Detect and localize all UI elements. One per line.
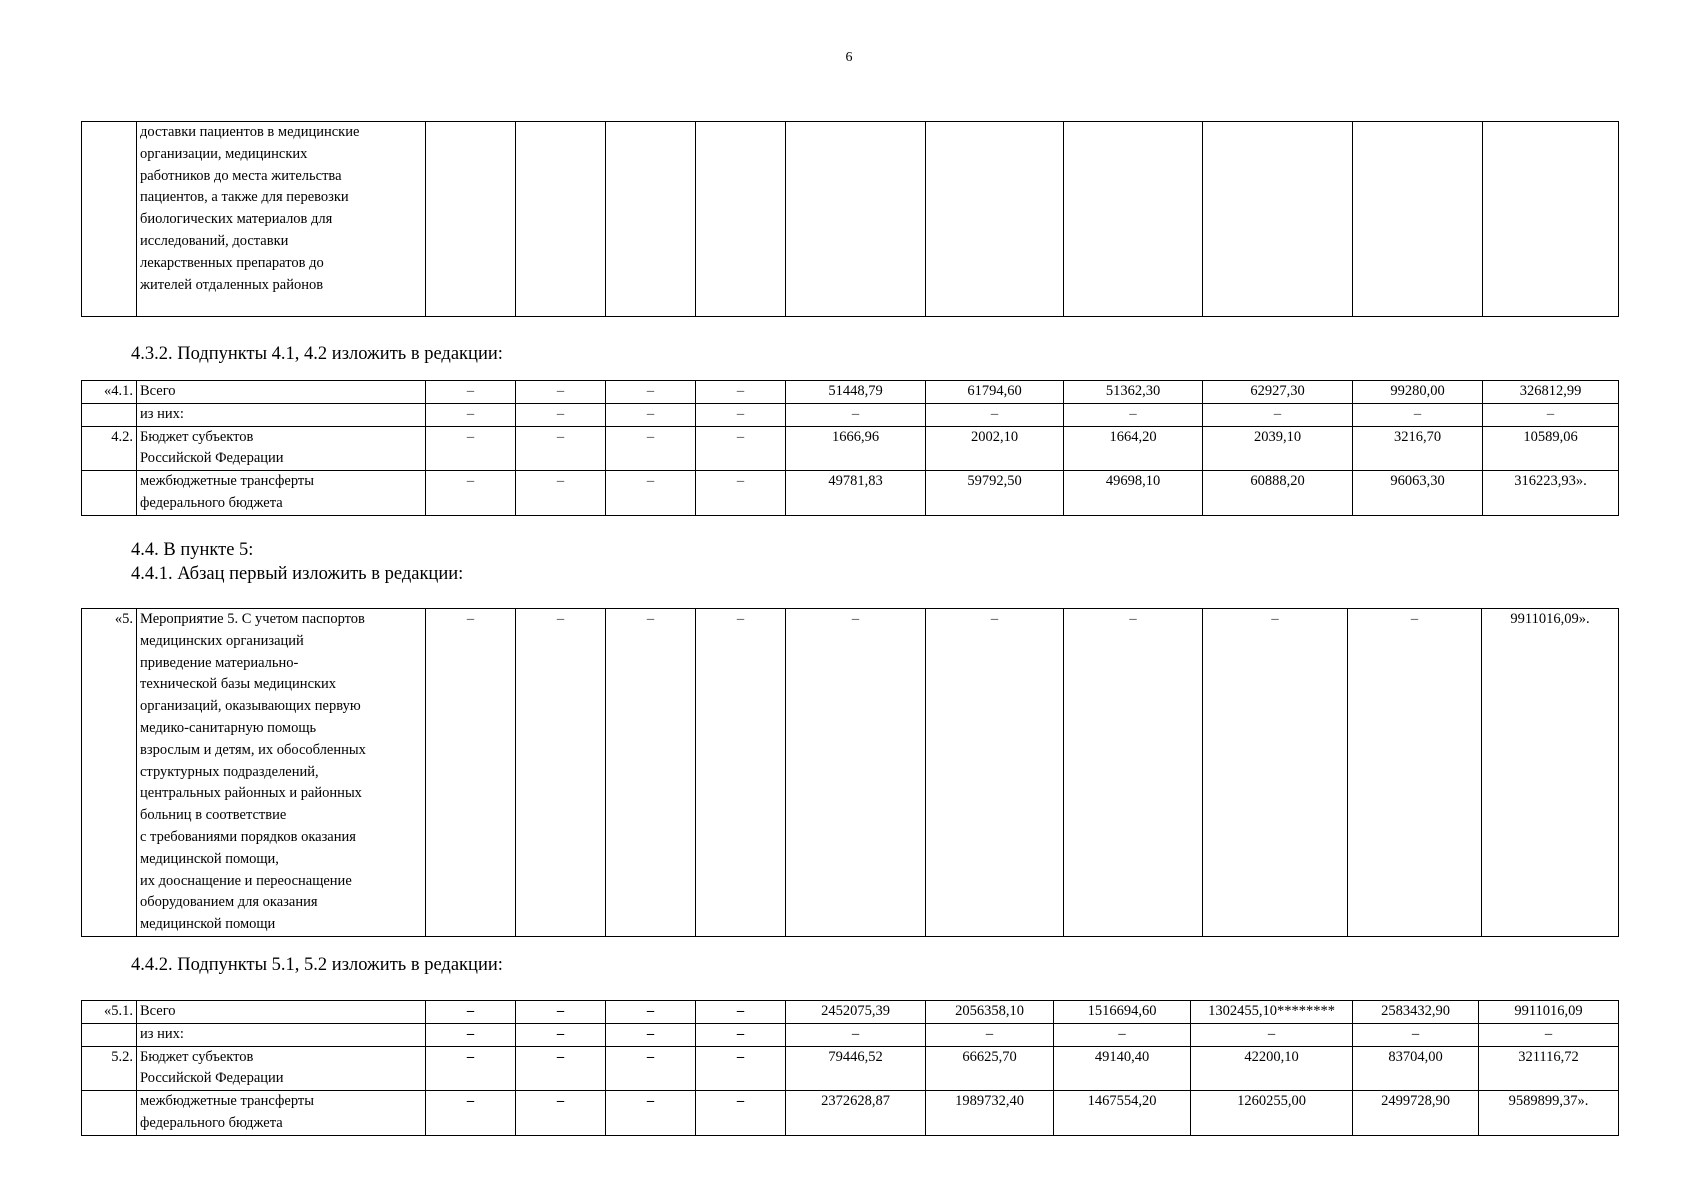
value-cell: 2583432,90 xyxy=(1353,1001,1479,1024)
activity-5-table xyxy=(81,608,1619,937)
value-cell: – xyxy=(606,1091,696,1136)
value-cell: 9589899,37». xyxy=(1479,1091,1619,1136)
row-label: Бюджет субъектов Российской Федерации xyxy=(137,1046,426,1091)
value-cell: – xyxy=(516,1046,606,1091)
value-cell: 1467554,20 xyxy=(1054,1091,1191,1136)
value-cell: – xyxy=(606,381,696,404)
value-cell: – xyxy=(696,1046,786,1091)
value-cell: – xyxy=(696,1001,786,1024)
value-cell: – xyxy=(516,609,606,937)
row-number: «4.1. xyxy=(82,381,137,404)
table-row xyxy=(82,1001,1619,1024)
value-cell: – xyxy=(426,426,516,471)
value-cell: – xyxy=(516,471,606,516)
value-cell: 2056358,10 xyxy=(926,1001,1054,1024)
page-number: 6 xyxy=(845,50,853,65)
value-cell: – xyxy=(516,381,606,404)
continuation-table xyxy=(81,121,1619,317)
value-cell: – xyxy=(606,403,696,426)
table-row xyxy=(82,1023,1619,1046)
value-cell: 59792,50 xyxy=(926,471,1064,516)
table-row xyxy=(82,1046,1619,1091)
value-cell: 49140,40 xyxy=(1054,1046,1191,1091)
value-cell: 49781,83 xyxy=(786,471,926,516)
value-cell: 321116,72 xyxy=(1479,1046,1619,1091)
row-number: 4.2. xyxy=(82,426,137,471)
row-label: из них: xyxy=(137,1023,426,1046)
value-cell: – xyxy=(426,1091,516,1136)
value-cell: 9911016,09». xyxy=(1482,609,1619,937)
value-cell: 1664,20 xyxy=(1064,426,1203,471)
value-cell: 9911016,09 xyxy=(1479,1001,1619,1024)
value-cell: 326812,99 xyxy=(1483,381,1619,404)
value-cell: 1302455,10******** xyxy=(1191,1001,1353,1024)
row-number xyxy=(82,471,137,516)
value-cell: – xyxy=(1191,1023,1353,1046)
value-cell: – xyxy=(926,1023,1054,1046)
value-cell: – xyxy=(786,609,926,937)
value-cell: 2499728,90 xyxy=(1353,1091,1479,1136)
value-cell: 79446,52 xyxy=(786,1046,926,1091)
value-cell: – xyxy=(1064,609,1203,937)
value-cell: – xyxy=(1054,1023,1191,1046)
value-cell: 96063,30 xyxy=(1353,471,1483,516)
row-number: «5. xyxy=(82,609,137,937)
value-cell: – xyxy=(1353,1023,1479,1046)
value-cell: – xyxy=(696,1091,786,1136)
value-cell: 2372628,87 xyxy=(786,1091,926,1136)
paragraph-4-4-2: 4.4.2. Подпункты 5.1, 5.2 изложить в редакции: xyxy=(131,955,503,975)
table-row xyxy=(82,403,1619,426)
value-cell: – xyxy=(696,381,786,404)
value-cell: – xyxy=(606,1001,696,1024)
value-cell: – xyxy=(1064,403,1203,426)
value-cell: – xyxy=(516,426,606,471)
subitems-4-table xyxy=(81,380,1619,516)
row-label: из них: xyxy=(137,403,426,426)
value-cell: – xyxy=(426,471,516,516)
value-cell: – xyxy=(606,609,696,937)
value-cell: – xyxy=(426,1001,516,1024)
paragraph-4-3-2: 4.3.2. Подпункты 4.1, 4.2 изложить в редакции: xyxy=(131,344,503,364)
value-cell: – xyxy=(426,1046,516,1091)
value-cell: – xyxy=(926,403,1064,426)
value-cell: – xyxy=(426,1023,516,1046)
number-cell xyxy=(82,122,137,317)
value-cell: 61794,60 xyxy=(926,381,1064,404)
row-number xyxy=(82,403,137,426)
value-cell: – xyxy=(696,471,786,516)
value-cell: – xyxy=(926,609,1064,937)
value-cell: – xyxy=(426,381,516,404)
row-label: межбюджетные трансферты федерального бюджета xyxy=(137,1091,426,1136)
value-cell: – xyxy=(696,426,786,471)
value-cell: – xyxy=(1203,403,1353,426)
value-cell: 1666,96 xyxy=(786,426,926,471)
value-cell: – xyxy=(516,1091,606,1136)
row-label: Бюджет субъектов Российской Федерации xyxy=(137,426,426,471)
value-cell: – xyxy=(516,1001,606,1024)
row-label: Всего xyxy=(137,381,426,404)
value-cell: 2039,10 xyxy=(1203,426,1353,471)
value-cell: 2452075,39 xyxy=(786,1001,926,1024)
value-cell: – xyxy=(516,1023,606,1046)
value-cell: – xyxy=(1203,609,1348,937)
value-cell: – xyxy=(426,609,516,937)
value-cell: – xyxy=(426,403,516,426)
value-cell: 60888,20 xyxy=(1203,471,1353,516)
value-cell: – xyxy=(1479,1023,1619,1046)
value-cell: – xyxy=(1353,403,1483,426)
value-cell: 42200,10 xyxy=(1191,1046,1353,1091)
row-number xyxy=(82,1023,137,1046)
value-cell: – xyxy=(696,403,786,426)
row-number: 5.2. xyxy=(82,1046,137,1091)
table-row xyxy=(82,1091,1619,1136)
value-cell: – xyxy=(786,403,926,426)
value-cell: – xyxy=(1483,403,1619,426)
value-cell: – xyxy=(1348,609,1482,937)
value-cell: – xyxy=(696,1023,786,1046)
row-number: «5.1. xyxy=(82,1001,137,1024)
table-row xyxy=(82,609,1619,937)
value-cell: 1260255,00 xyxy=(1191,1091,1353,1136)
value-cell: – xyxy=(606,1023,696,1046)
paragraph-4-4: 4.4. В пункте 5: xyxy=(131,540,254,560)
value-cell: – xyxy=(606,471,696,516)
table-row xyxy=(82,471,1619,516)
row-label: Всего xyxy=(137,1001,426,1024)
value-cell: – xyxy=(606,1046,696,1091)
value-cell: 83704,00 xyxy=(1353,1046,1479,1091)
row-number xyxy=(82,1091,137,1136)
activity-description: Мероприятие 5. С учетом паспортов медицинских организаций приведение материально- технической базы медицинских организаций, оказывающих первую медико-санитарную помощь взрослым и детям, их обособленных структурных подразделений, центральных районных и районных больниц в соответствие с требованиями порядков оказания медицинской помощи, их дооснащение и переоснащение оборудованием для оказания медицинской помощи xyxy=(137,609,426,937)
value-cell: 51362,30 xyxy=(1064,381,1203,404)
value-cell: 10589,06 xyxy=(1483,426,1619,471)
value-cell: 2002,10 xyxy=(926,426,1064,471)
value-cell: – xyxy=(786,1023,926,1046)
table-row xyxy=(82,426,1619,471)
table-row xyxy=(82,381,1619,404)
row-label: межбюджетные трансферты федерального бюджета xyxy=(137,471,426,516)
value-cell: – xyxy=(606,426,696,471)
value-cell: – xyxy=(516,403,606,426)
paragraph-4-4-1: 4.4.1. Абзац первый изложить в редакции: xyxy=(131,564,464,584)
value-cell: 66625,70 xyxy=(926,1046,1054,1091)
value-cell: 99280,00 xyxy=(1353,381,1483,404)
value-cell: 51448,79 xyxy=(786,381,926,404)
value-cell: 1516694,60 xyxy=(1054,1001,1191,1024)
activity-description: доставки пациентов в медицинские организации, медицинских работников до места жительства пациентов, а также для перевозки биологических материалов для исследований, доставки лекарственных препаратов до жителей отдаленных районов xyxy=(137,122,426,317)
value-cell: 62927,30 xyxy=(1203,381,1353,404)
value-cell: 1989732,40 xyxy=(926,1091,1054,1136)
value-cell: – xyxy=(696,609,786,937)
value-cell: 316223,93». xyxy=(1483,471,1619,516)
value-cell: 3216,70 xyxy=(1353,426,1483,471)
subitems-5-table xyxy=(81,1000,1619,1136)
value-cell: 49698,10 xyxy=(1064,471,1203,516)
